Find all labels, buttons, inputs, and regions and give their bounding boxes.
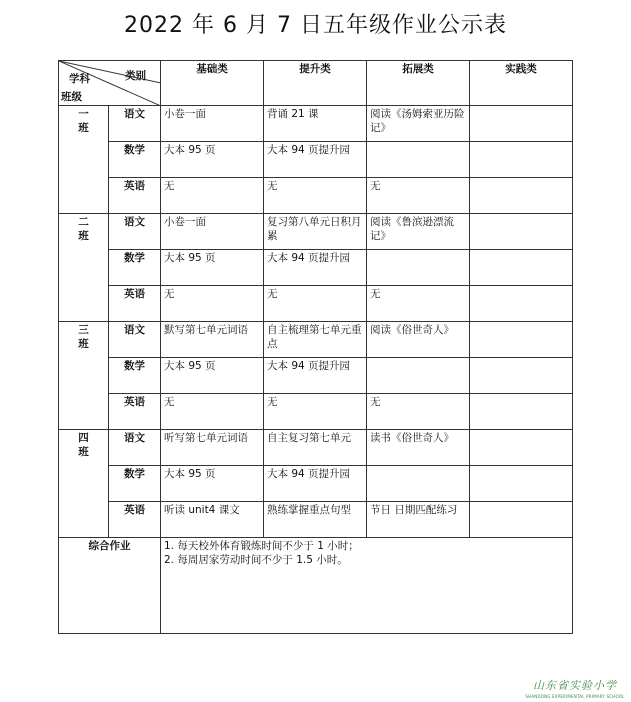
class-name-line: 班 [78, 446, 89, 458]
homework-cell-basic: 大本 95 页 [161, 358, 264, 394]
homework-cell-extend [367, 466, 470, 502]
subject-cell: 语文 [109, 106, 161, 142]
school-logo [520, 677, 630, 699]
school-logo-english: SHANDONG EXPERIMENTAL PRIMARY SCHOOL [525, 694, 625, 699]
subject-cell: 英语 [109, 178, 161, 214]
class-name-line: 一 [78, 108, 89, 120]
class-name-cell [59, 322, 109, 430]
class-name-line: 班 [78, 338, 89, 350]
homework-cell-extend: 节日 日期匹配练习 [367, 502, 470, 538]
homework-cell-extend: 无 [367, 394, 470, 430]
subject-cell: 英语 [109, 394, 161, 430]
homework-cell-improve: 自主复习第七单元 [264, 430, 367, 466]
homework-cell-basic: 大本 95 页 [161, 466, 264, 502]
table-row [59, 430, 573, 466]
homework-cell-practice [470, 358, 573, 394]
homework-cell-practice [470, 394, 573, 430]
table-row [59, 358, 573, 394]
class-name-line: 班 [78, 230, 89, 242]
homework-cell-improve: 背诵 21 课 [264, 106, 367, 142]
homework-cell-basic: 大本 95 页 [161, 250, 264, 286]
corner-label-class: 班级 [61, 91, 82, 103]
homework-cell-extend: 阅读《鲁滨逊漂流记》 [367, 214, 470, 250]
homework-cell-improve: 自主梳理第七单元重点 [264, 322, 367, 358]
homework-cell-improve: 无 [264, 286, 367, 322]
general-homework-content [161, 538, 573, 634]
homework-cell-practice [470, 322, 573, 358]
homework-cell-practice [470, 214, 573, 250]
subject-cell: 数学 [109, 358, 161, 394]
subject-cell: 英语 [109, 286, 161, 322]
homework-cell-extend: 无 [367, 178, 470, 214]
homework-cell-improve: 大本 94 页提升园 [264, 250, 367, 286]
homework-cell-extend: 无 [367, 286, 470, 322]
subject-cell: 数学 [109, 142, 161, 178]
homework-cell-extend [367, 142, 470, 178]
class-name-cell [59, 106, 109, 214]
table-row [59, 106, 573, 142]
homework-cell-basic: 默写第七单元词语 [161, 322, 264, 358]
column-header-improve: 提升类 [264, 61, 367, 106]
homework-table [58, 60, 573, 634]
subject-cell: 数学 [109, 466, 161, 502]
homework-cell-improve: 熟练掌握重点句型 [264, 502, 367, 538]
homework-cell-extend: 阅读《汤姆索亚历险记》 [367, 106, 470, 142]
table-row [59, 178, 573, 214]
homework-cell-practice [470, 502, 573, 538]
corner-cell [59, 61, 161, 106]
homework-cell-practice [470, 430, 573, 466]
table-row [59, 502, 573, 538]
column-header-practice: 实践类 [470, 61, 573, 106]
homework-cell-improve: 大本 94 页提升园 [264, 142, 367, 178]
subject-cell: 语文 [109, 322, 161, 358]
subject-cell: 语文 [109, 214, 161, 250]
class-name-line: 四 [78, 432, 89, 444]
table-row [59, 214, 573, 250]
homework-cell-practice [470, 142, 573, 178]
homework-cell-practice [470, 286, 573, 322]
subject-cell: 数学 [109, 250, 161, 286]
homework-cell-improve: 无 [264, 178, 367, 214]
homework-cell-basic: 无 [161, 394, 264, 430]
homework-cell-basic: 无 [161, 178, 264, 214]
homework-cell-improve: 复习第八单元日积月累 [264, 214, 367, 250]
class-name-cell [59, 430, 109, 538]
school-logo-name: 山东省实验小学 [533, 679, 617, 692]
general-homework-row [59, 538, 573, 634]
homework-cell-practice [470, 466, 573, 502]
homework-cell-extend [367, 358, 470, 394]
homework-cell-extend: 阅读《俗世奇人》 [367, 322, 470, 358]
corner-label-subject: 学科 [69, 73, 90, 85]
class-name-line: 三 [78, 324, 89, 336]
table-row [59, 466, 573, 502]
subject-cell: 英语 [109, 502, 161, 538]
column-header-extend: 拓展类 [367, 61, 470, 106]
general-homework-item: 1. 每天校外体育锻炼时间不少于 1 小时； [164, 540, 359, 552]
header-row [59, 61, 573, 106]
table-row [59, 142, 573, 178]
table-row [59, 322, 573, 358]
column-header-basic: 基础类 [161, 61, 264, 106]
page-title: 2022 年 6 月 7 日五年级作业公示表 [124, 13, 507, 38]
homework-cell-extend [367, 250, 470, 286]
corner-label-category: 类别 [125, 70, 146, 82]
class-name-line: 二 [78, 216, 89, 228]
homework-cell-basic: 听写第七单元词语 [161, 430, 264, 466]
homework-cell-practice [470, 178, 573, 214]
homework-cell-basic: 大本 95 页 [161, 142, 264, 178]
homework-cell-improve: 大本 94 页提升园 [264, 358, 367, 394]
general-homework-item: 2. 每周居家劳动时间不少于 1.5 小时。 [164, 554, 348, 566]
subject-cell: 语文 [109, 430, 161, 466]
table-row [59, 250, 573, 286]
class-name-cell [59, 214, 109, 322]
homework-cell-improve: 无 [264, 394, 367, 430]
homework-cell-practice [470, 250, 573, 286]
homework-cell-basic: 听读 unit4 课文 [161, 502, 264, 538]
homework-cell-basic: 无 [161, 286, 264, 322]
table-row [59, 394, 573, 430]
homework-cell-improve: 大本 94 页提升园 [264, 466, 367, 502]
homework-cell-basic: 小卷一面 [161, 106, 264, 142]
general-homework-label: 综合作业 [59, 538, 161, 634]
homework-cell-basic: 小卷一面 [161, 214, 264, 250]
homework-cell-extend: 读书《俗世奇人》 [367, 430, 470, 466]
table-row [59, 286, 573, 322]
homework-cell-practice [470, 106, 573, 142]
class-name-line: 班 [78, 122, 89, 134]
